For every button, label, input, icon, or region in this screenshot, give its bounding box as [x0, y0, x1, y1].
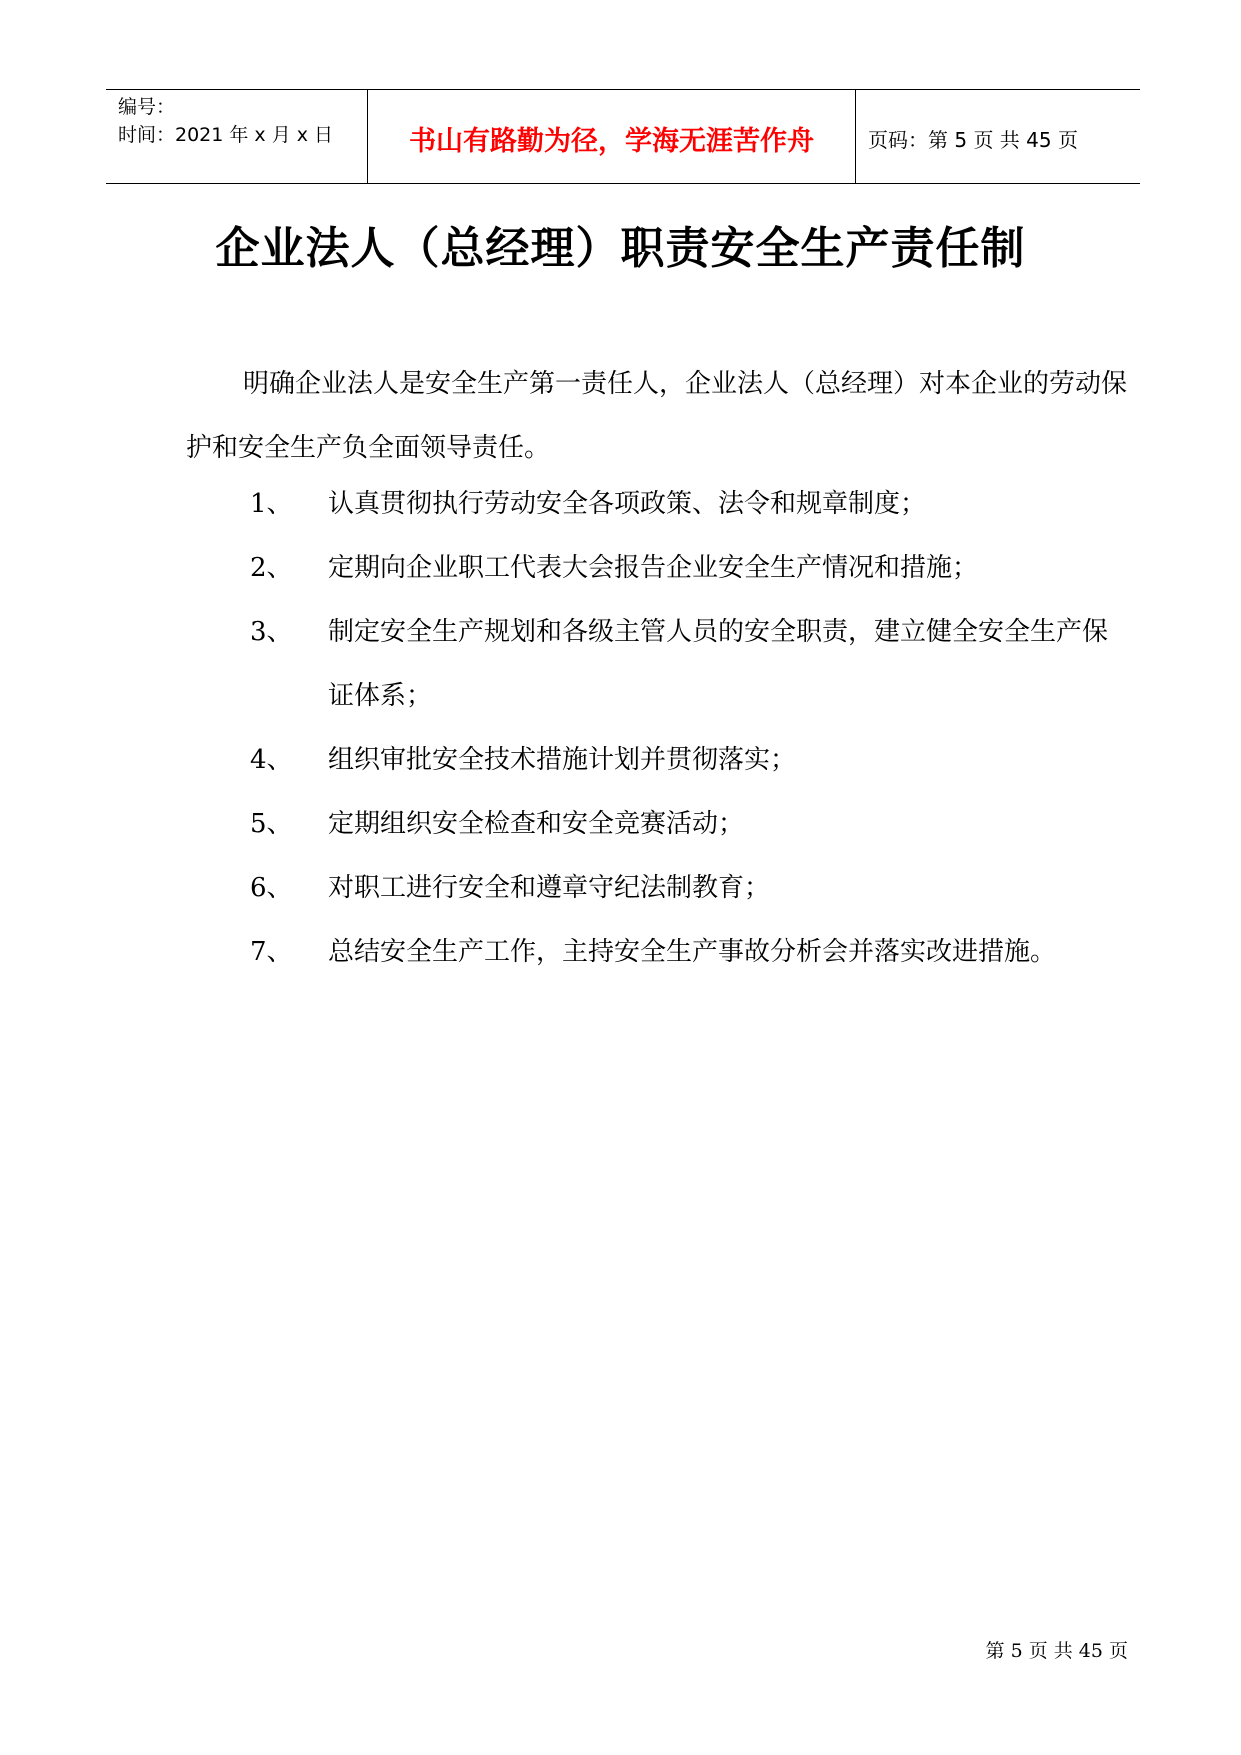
- list-item: [186, 600, 1130, 728]
- time-label: 时间：2021 年 x 月 x 日: [118, 124, 334, 146]
- item-text: 对职工进行安全和遵章守纪法制教育；: [328, 873, 771, 903]
- item-text: 定期向企业职工代表大会报告企业安全生产情况和措施；: [328, 553, 979, 583]
- duty-list: [186, 472, 1130, 984]
- item-number: 6、: [250, 873, 293, 903]
- document-header: [106, 89, 1140, 184]
- number-label: 编号：: [118, 96, 176, 118]
- item-text: 总结安全生产工作，主持安全生产事故分析会并落实改进措施。: [328, 937, 1057, 967]
- page-footer: 第 5 页 共 45 页: [985, 1640, 1128, 1662]
- item-number: 5、: [250, 809, 293, 839]
- list-item: [186, 792, 1130, 856]
- list-item: [186, 920, 1130, 984]
- header-page-label: 页码：第 5 页 共 45 页: [868, 128, 1078, 152]
- item-text: 认真贯彻执行劳动安全各项政策、法令和规章制度；: [328, 489, 927, 519]
- list-item: [186, 472, 1130, 536]
- item-number: 7、: [250, 937, 293, 967]
- item-number: 2、: [250, 553, 293, 583]
- intro-paragraph: 明确企业法人是安全生产第一责任人，企业法人（总经理）对本企业的劳动保护和安全生产负全面领导责任。: [186, 369, 1128, 463]
- item-number: 1、: [250, 489, 293, 519]
- document-title: 企业法人（总经理）职责安全生产责任制: [215, 223, 1026, 274]
- header-motto: 书山有路勤为径，学海无涯苦作舟: [368, 90, 856, 183]
- item-number: 4、: [250, 745, 293, 775]
- list-item: [186, 728, 1130, 792]
- item-text: 制定安全生产规划和各级主管人员的安全职责，建立健全安全生产保证体系；: [328, 617, 1109, 711]
- header-meta: [106, 90, 368, 183]
- item-text: 定期组织安全检查和安全竞赛活动；: [328, 809, 745, 839]
- list-item: [186, 536, 1130, 600]
- item-text: 组织审批安全技术措施计划并贯彻落实；: [328, 745, 797, 775]
- list-item: [186, 856, 1130, 920]
- item-number: 3、: [250, 617, 293, 647]
